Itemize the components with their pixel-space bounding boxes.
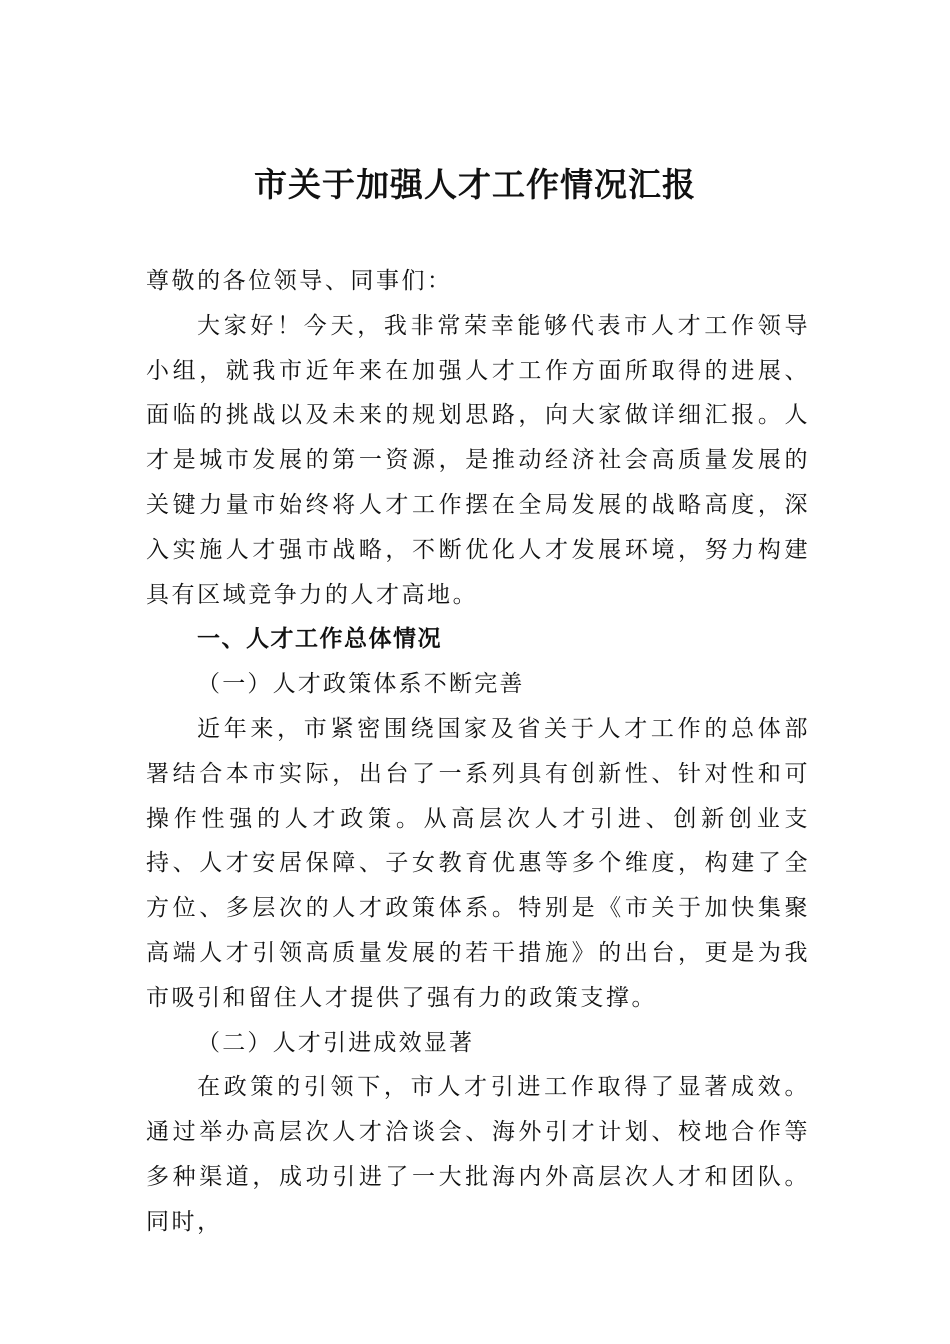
section-heading-1: 一、人才工作总体情况 — [197, 626, 442, 653]
salutation: 尊敬的各位领导、同事们： — [146, 268, 453, 294]
document-body — [146, 259, 810, 1245]
subsection-heading-1: （一）人才政策体系不断完善 — [197, 671, 525, 698]
subsection-heading-2: （二）人才引进成效显著 — [197, 1029, 475, 1056]
recruitment-paragraph: 在政策的引领下，市人才引进工作取得了显著成效。通过举办高层次人才洽谈会、海外引才计划、校地合作等多种渠道，成功引进了一大批海内外高层次人才和团队。同时， — [146, 1074, 810, 1235]
document-title: 市关于加强人才工作情况汇报 — [254, 165, 696, 204]
intro-paragraph: 大家好！今天，我非常荣幸能够代表市人才工作领导小组，就我市近年来在加强人才工作方面所取得的进展、面临的挑战以及未来的规划思路，向大家做详细汇报。人才是城市发展的第一资源，是推动经济社会高质量发展的关键力量市始终将人才工作摆在全局发展的战略高度，深入实施人才强市战略，不断优化人才发展环境，努力构建具有区域竞争力的人才高地。 — [146, 312, 810, 608]
policy-paragraph: 近年来，市紧密围绕国家及省关于人才工作的总体部署结合本市实际，出台了一系列具有创新性、针对性和可操作性强的人才政策。从高层次人才引进、创新创业支持、人才安居保障、子女教育优惠等多个维度，构建了全方位、多层次的人才政策体系。特别是《市关于加快集聚高端人才引领高质量发展的若干措施》的出台，更是为我市吸引和留住人才提供了强有力的政策支撑。 — [146, 715, 810, 1011]
